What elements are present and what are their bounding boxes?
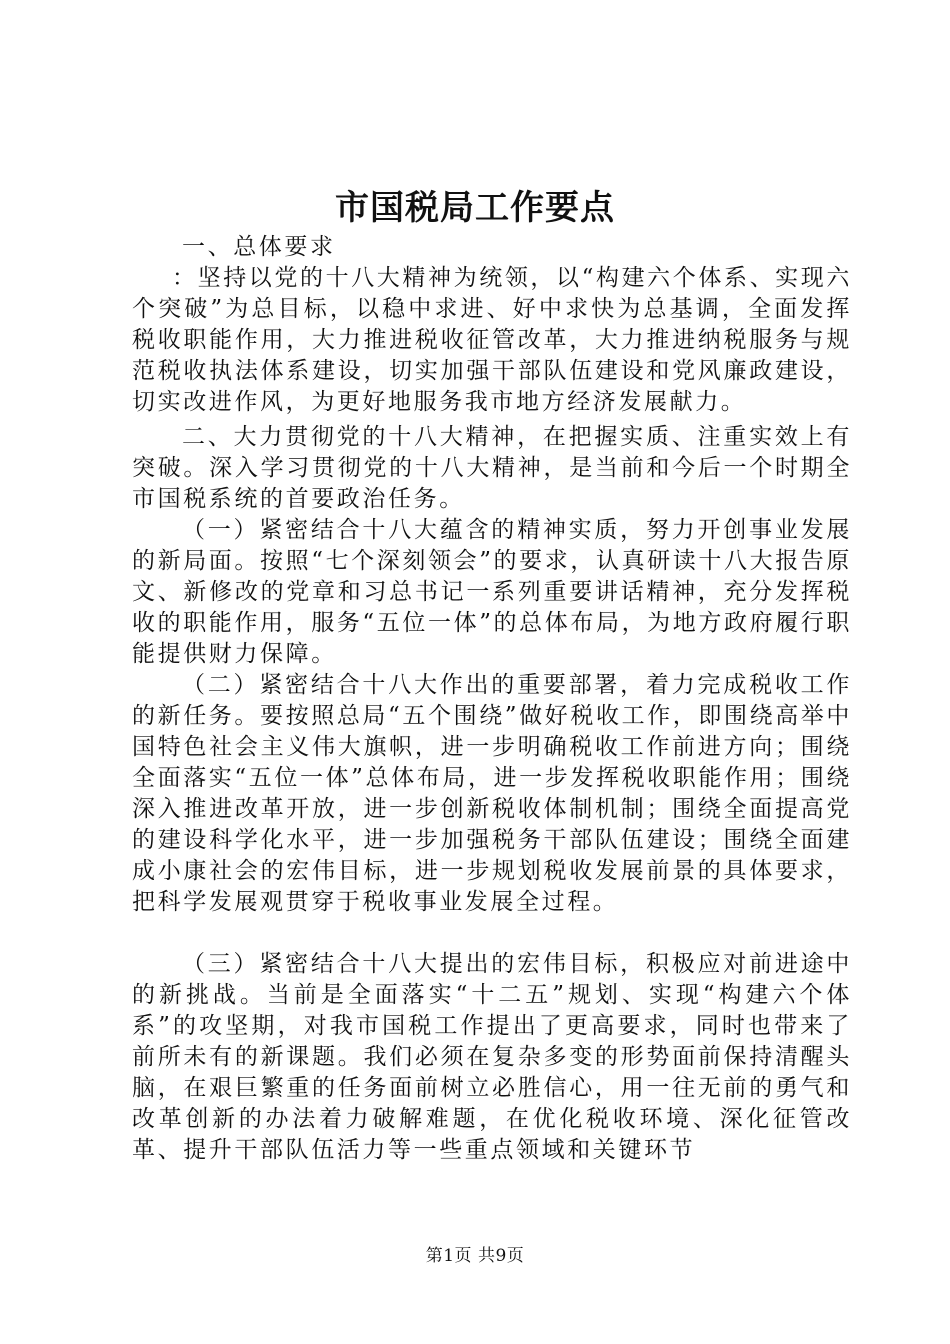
paragraph-item-two: （二）紧密结合十八大作出的重要部署，着力完成税收工作的新任务。要按照总局“五个围绕”做好税收工作，即围绕高举中国特色社会主义伟大旗帜，进一步明确税收工作前进方向；围绕全面落实“五位一体”总体布局，进一步发挥税收职能作用；围绕深入推进改革开放，进一步创新税收体制机制；围绕全面提高党的建设科学化水平，进一步加强税务干部队伍建设；围绕全面建成小康社会的宏伟目标，进一步规划税收发展前景的具体要求，把科学发展观贯穿于税收事业发展全过程。 xyxy=(132,672,852,915)
section-heading-general-requirements: 一、总体要求 xyxy=(182,234,336,260)
document-body xyxy=(132,232,852,1166)
paragraph-item-one: （一）紧密结合十八大蕴含的精神实质，努力开创事业发展的新局面。按照“七个深刻领会”的要求，认真研读十八大报告原文、新修改的党章和习总书记一系列重要讲话精神，充分发挥税收的职能作用，服务“五位一体”的总体布局，为地方政府履行职能提供财力保障。 xyxy=(132,517,852,667)
page-number-footer: 第1页 共9页 xyxy=(425,1246,525,1266)
paragraph-item-three: （三）紧密结合十八大提出的宏伟目标，积极应对前进途中的新挑战。当前是全面落实“十二五”规划、实现“构建六个体系”的攻坚期，对我市国税工作提出了更高要求，同时也带来了前所未有的新课题。我们必须在复杂多变的形势面前保持清醒头脑，在艰巨繁重的任务面前树立必胜信心，用一往无前的勇气和改革创新的办法着力破解难题，在优化税收环境、深化征管改革、提升干部队伍活力等一些重点领域和关键环节 xyxy=(132,951,852,1163)
document-title: 市国税局工作要点 xyxy=(335,188,615,228)
paragraph-section-two: 二、大力贯彻党的十八大精神，在把握实质、注重实效上有突破。深入学习贯彻党的十八大精神，是当前和今后一个时期全市国税系统的首要政治任务。 xyxy=(132,424,852,512)
paragraph-general-requirements: ：坚持以党的十八大精神为统领，以“构建六个体系、实现六个突破”为总目标，以稳中求进、好中求快为总基调，全面发挥税收职能作用，大力推进税收征管改革，大力推进纳税服务与规范税收执法体系建设，切实加强干部队伍建设和党风廉政建设，切实改进作风，为更好地服务我市地方经济发展献力。 xyxy=(132,265,852,415)
